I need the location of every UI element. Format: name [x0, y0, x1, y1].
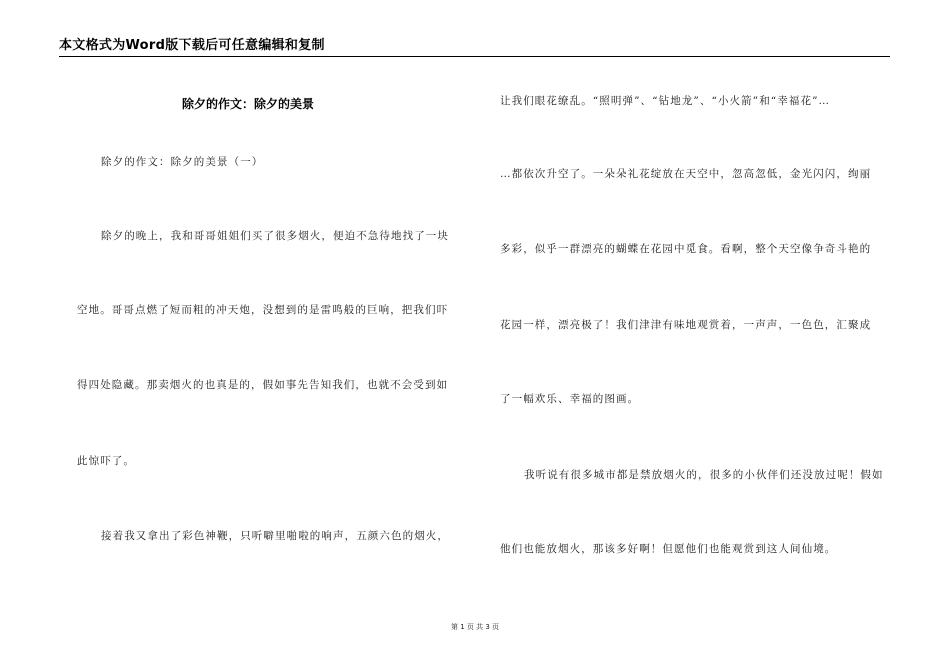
- paragraph-line: 多彩，似乎一群漂亮的蝴蝶在花园中觅食。看啊，整个天空像争奇斗艳的: [500, 243, 872, 255]
- document-title: 除夕的作文：除夕的美景: [182, 97, 315, 111]
- paragraph-line: 除夕的晚上，我和哥哥姐姐们买了很多烟火，便迫不急待地找了一块: [101, 230, 449, 242]
- paragraph-line: 除夕的作文：除夕的美景（一）: [101, 156, 264, 168]
- paragraph-line: 他们也能放烟火，那该多好啊！但愿他们也能观赏到这人间仙境。: [500, 543, 837, 555]
- paragraph-line: 我听说有很多城市都是禁放烟火的，很多的小伙伴们还没放过呢！假如: [524, 469, 884, 481]
- paragraph-line: 了一幅欢乐、幸福的图画。: [500, 393, 640, 405]
- paragraph-line: 得四处隐藏。那卖烟火的也真是的，假如事先告知我们，也就不会受到如: [77, 379, 449, 391]
- paragraph-line: 此惊吓了。: [77, 455, 135, 467]
- header-rule: [59, 56, 890, 57]
- paragraph-line: 让我们眼花缭乱。“照明弹”、“钻地龙”、“小火箭”和“幸福花”…: [500, 95, 831, 107]
- paragraph-line: 接着我又拿出了彩色神鞭，只听噼里啪啦的响声，五颜六色的烟火，: [101, 530, 449, 542]
- header-banner: 本文格式为Word版下载后可任意编辑和复制: [59, 38, 325, 53]
- paragraph-line: 空地。哥哥点燃了短而粗的冲天炮，没想到的是雷鸣般的巨响，把我们吓: [77, 304, 449, 316]
- paragraph-line: 花园一样，漂亮极了！我们津津有味地观赏着，一声声，一色色，汇聚成: [500, 319, 872, 331]
- paragraph-line: …都依次升空了。一朵朵礼花绽放在天空中，忽高忽低，金光闪闪，绚丽: [500, 168, 872, 180]
- page-number: 第 1 页 共 3 页: [450, 623, 500, 631]
